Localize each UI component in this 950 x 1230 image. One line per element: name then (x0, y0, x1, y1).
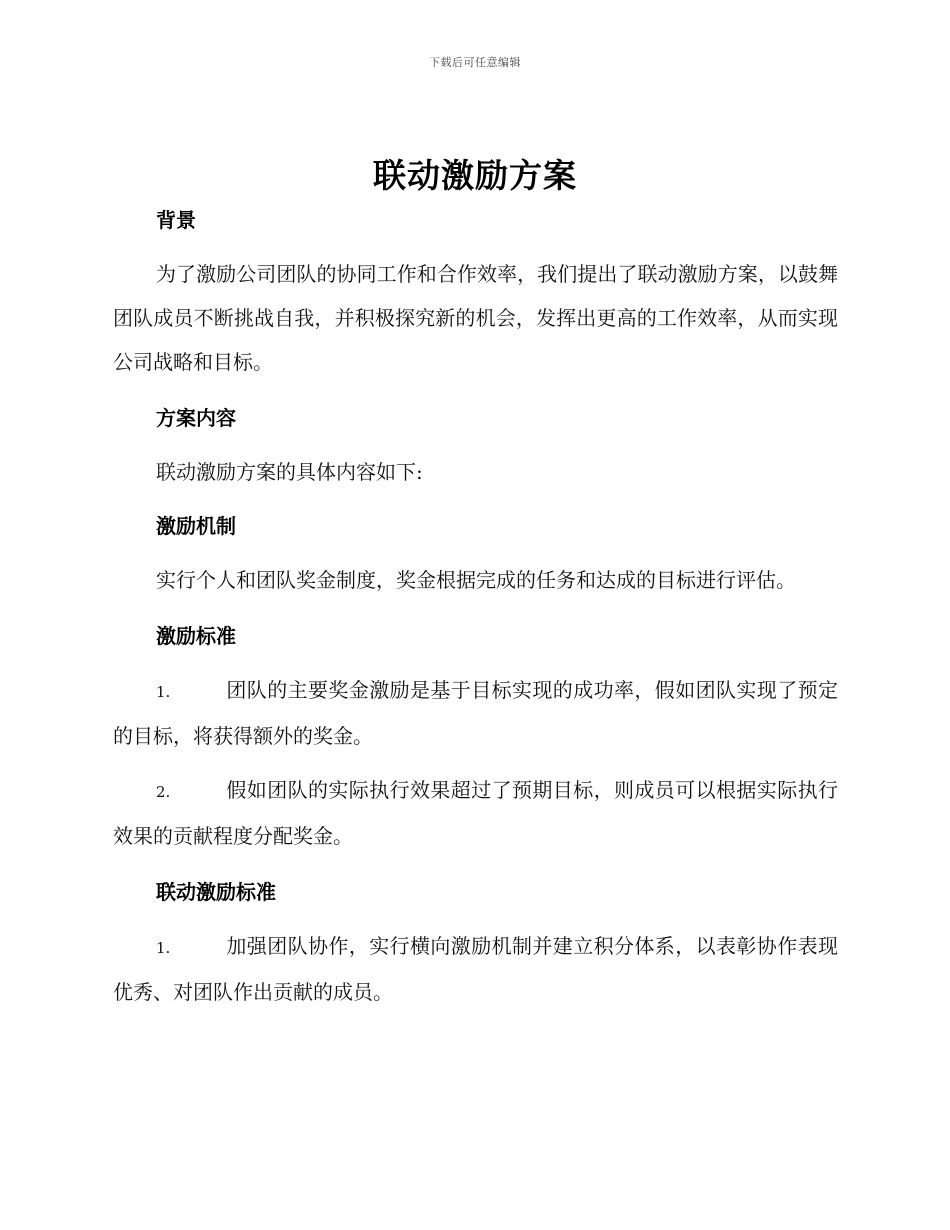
list-item (113, 668, 838, 758)
mechanism-paragraph: 实行个人和团队奖金制度，奖金根据完成的任务和达成的目标进行评估。 (156, 568, 796, 592)
list-number: 1. (156, 939, 171, 957)
list-item (113, 924, 838, 1014)
section-heading-plan: 方案内容 (156, 406, 236, 430)
section-heading-mechanism: 激励机制 (156, 514, 236, 538)
list-item (113, 768, 838, 858)
list-item-text: 加强团队协作，实行横向激励机制并建立积分体系，以表彰协作表现优秀、对团队作出贡献的成员。 (113, 934, 838, 1004)
document-title: 联动激励方案 (373, 156, 577, 195)
section-heading-standard: 激励标准 (156, 624, 236, 648)
list-item-text: 团队的主要奖金激励是基于目标实现的成功率，假如团队实现了预定的目标，将获得额外的奖金。 (113, 678, 838, 748)
document-body (113, 198, 838, 1014)
plan-paragraph: 联动激励方案的具体内容如下: (156, 460, 423, 484)
section-heading-linked-standard: 联动激励标准 (156, 880, 276, 904)
header-note: 下载后可任意编辑 (429, 56, 521, 69)
list-number: 1. (156, 683, 171, 701)
section-heading-background: 背景 (156, 208, 196, 232)
background-paragraph: 为了激励公司团队的协同工作和合作效率，我们提出了联动激励方案，以鼓舞团队成员不断挑战自我，并积极探究新的机会，发挥出更高的工作效率，从而实现公司战略和目标。 (113, 262, 838, 374)
list-number: 2. (156, 783, 171, 801)
list-item-text: 假如团队的实际执行效果超过了预期目标，则成员可以根据实际执行效果的贡献程度分配奖金。 (113, 778, 838, 848)
